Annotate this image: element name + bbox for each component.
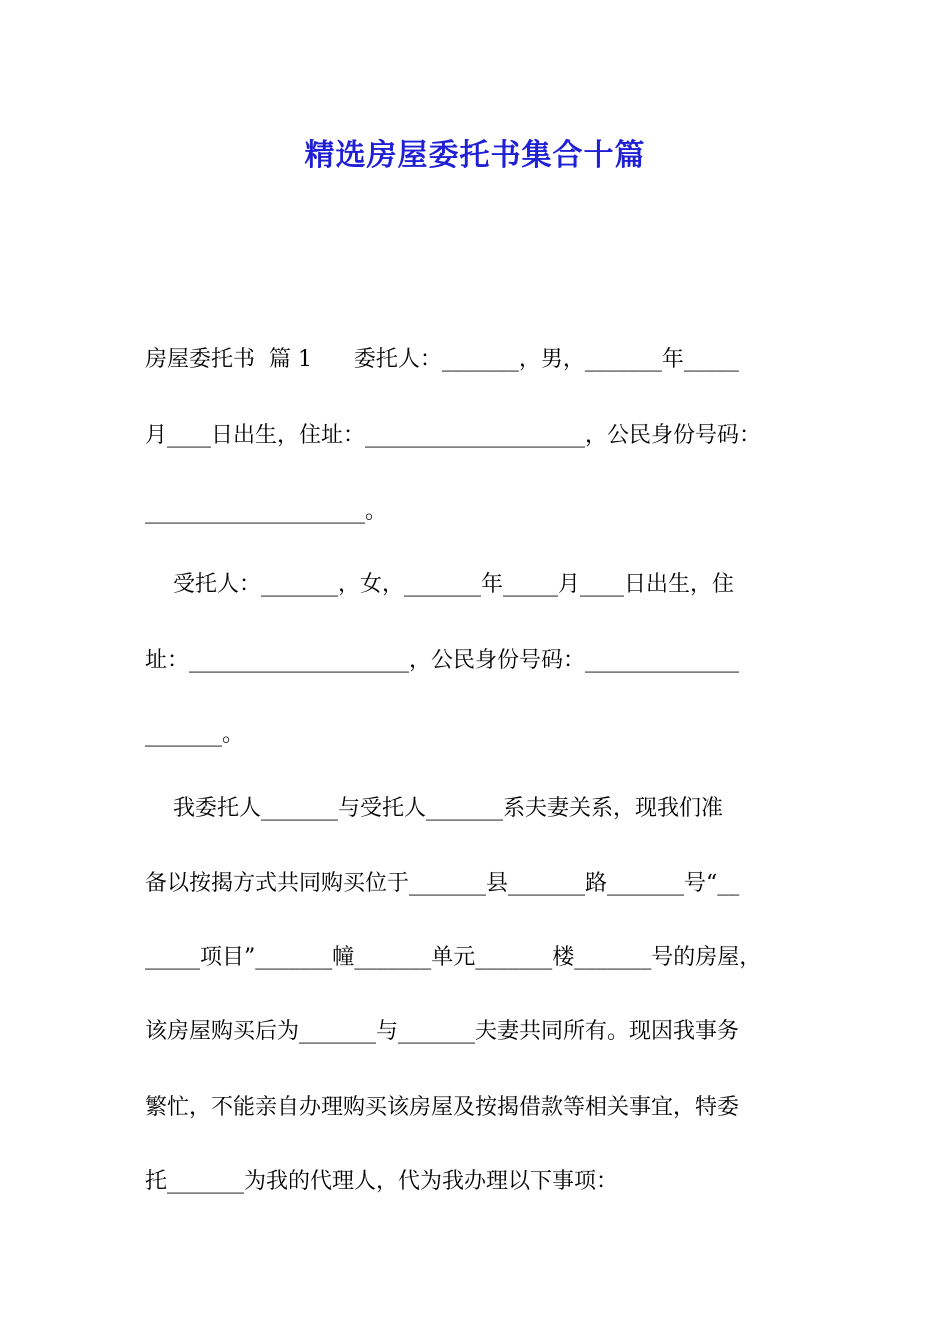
text-line: _______。: [145, 722, 245, 747]
text-line: 该房屋购买后为_______与_______夫妻共同所有。现因我事务: [145, 1019, 740, 1044]
text-line: 繁忙，不能亲自办理购买该房屋及按揭借款等相关事宜，特委: [145, 1095, 740, 1120]
text-line: 月____日出生，住址：____________________，公民身份号码：: [145, 423, 762, 448]
text-line: 我委托人_______与受托人_______系夫妻关系，现我们准: [145, 796, 723, 821]
text-line: _____项目”_______幢_______单元_______楼_______号的房屋，: [145, 945, 762, 970]
text-line: ____________________。: [145, 499, 388, 524]
text-line: 备以按揭方式共同购买位于_______县_______路_______号“__: [145, 871, 740, 896]
text-line: 房屋委托书 篇 1 委托人：_______，男，_______年_____: [145, 347, 739, 372]
text-line: 托_______为我的代理人，代为我办理以下事项：: [145, 1169, 619, 1194]
text-line: 址：____________________，公民身份号码：______________: [145, 648, 740, 673]
document-title: 精选房屋委托书集合十篇: [304, 138, 646, 173]
text-line: 受托人：_______，女，_______年_____月____日出生，住: [145, 572, 734, 597]
